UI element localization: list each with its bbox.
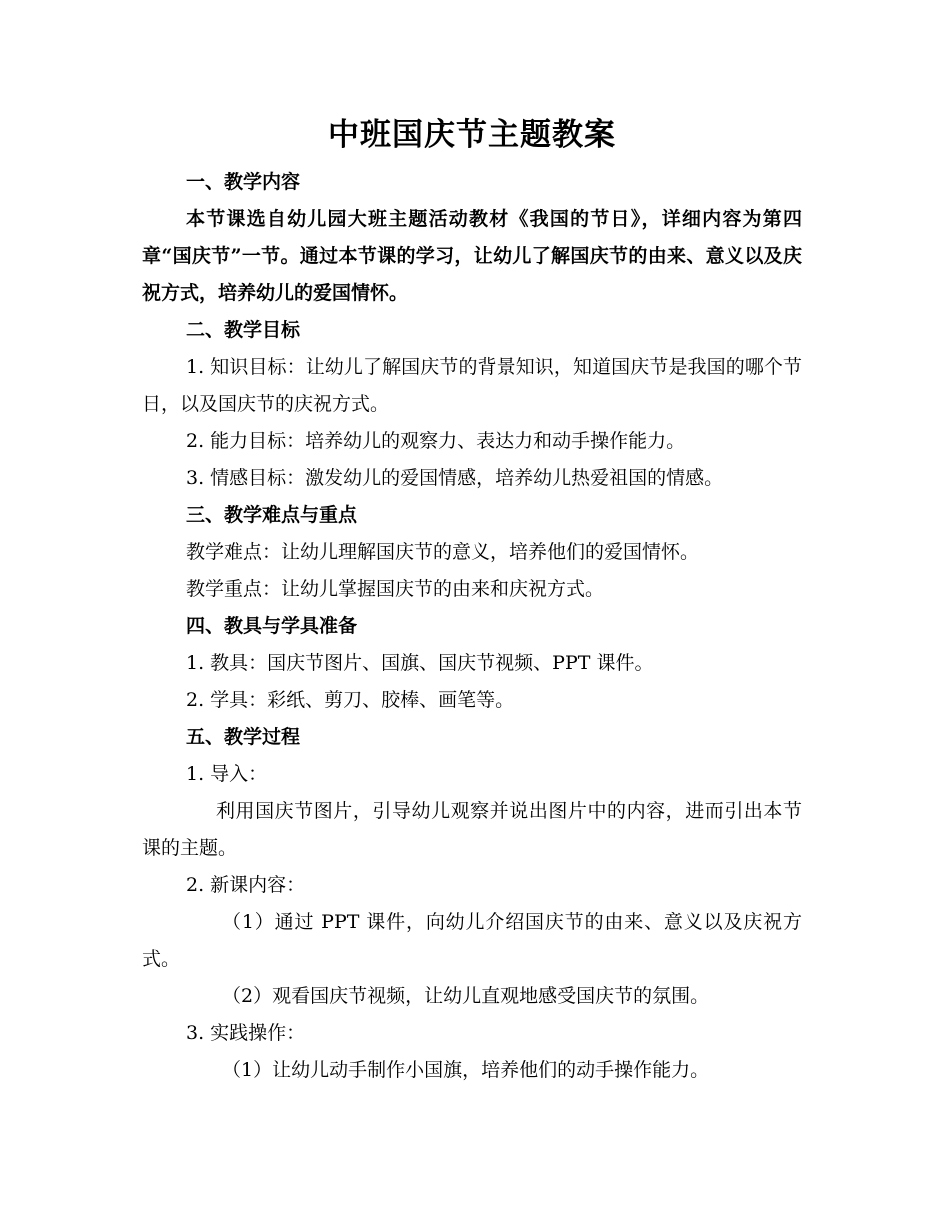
material-item-student: 2. 学具：彩纸、剪刀、胶棒、画笔等。	[186, 689, 515, 711]
goal-item-knowledge: 1. 知识目标：让幼儿了解国庆节的背景知识，知道国庆节是我国的哪个节日，以及国庆节的庆祝方式。	[142, 356, 802, 415]
process-step-intro-text: 利用国庆节图片，引导幼儿观察并说出图片中的内容，进而引出本节课的主题。	[142, 800, 802, 859]
document-title: 中班国庆节主题教案	[328, 117, 616, 153]
section-heading-goals: 二、教学目标	[186, 319, 301, 341]
section-heading-key-points: 三、教学难点与重点	[186, 504, 358, 526]
process-step-new-content-a: （1）通过 PPT 课件，向幼儿介绍国庆节的由来、意义以及庆祝方式。	[142, 911, 802, 970]
goal-item-emotion: 3. 情感目标：激发幼儿的爱国情感，培养幼儿热爱祖国的情感。	[186, 467, 724, 489]
material-item-teacher: 1. 教具：国庆节图片、国旗、国庆节视频、PPT 课件。	[186, 652, 654, 674]
process-step-practice-a: （1）让幼儿动手制作小国旗，培养他们的动手操作能力。	[222, 1059, 710, 1081]
process-step-practice: 3. 实践操作：	[186, 1022, 306, 1044]
section-heading-materials: 四、教具与学具准备	[186, 615, 358, 637]
teaching-focus: 教学重点：让幼儿掌握国庆节的由来和庆祝方式。	[186, 578, 605, 600]
process-step-intro: 1. 导入：	[186, 763, 268, 785]
teaching-difficulty: 教学难点：让幼儿理解国庆节的意义，培养他们的爱国情怀。	[186, 541, 700, 563]
section-heading-process: 五、教学过程	[186, 726, 301, 748]
content-paragraph: 本节课选自幼儿园大班主题活动教材《我国的节日》，详细内容为第四章“国庆节”一节。通过本节课的学习，让幼儿了解国庆节的由来、意义以及庆祝方式，培养幼儿的爱国情怀。	[142, 208, 802, 304]
process-step-new-content-b: （2）观看国庆节视频，让幼儿直观地感受国庆节的氛围。	[222, 985, 710, 1007]
section-heading-content: 一、教学内容	[186, 171, 301, 193]
goal-item-ability: 2. 能力目标：培养幼儿的观察力、表达力和动手操作能力。	[186, 430, 686, 452]
document-page	[142, 110, 802, 1089]
process-step-new-content: 2. 新课内容：	[186, 874, 306, 896]
